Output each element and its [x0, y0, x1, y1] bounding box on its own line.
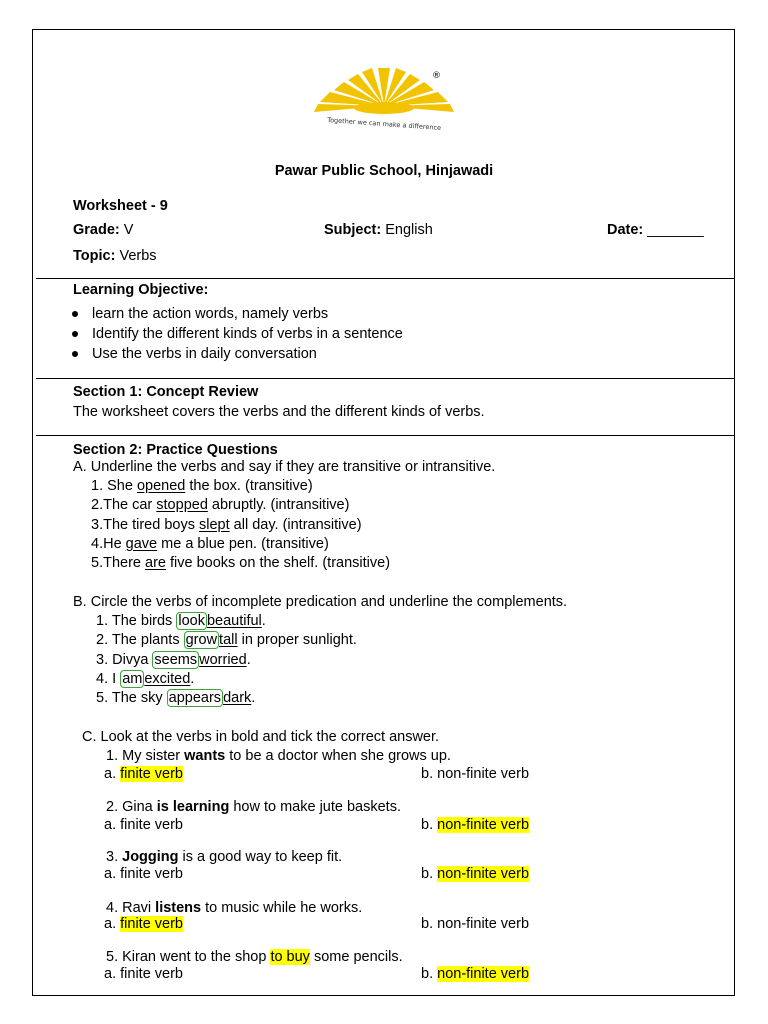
- item-text: 4. I: [96, 671, 121, 687]
- question-stem: [106, 948, 403, 966]
- option-prefix: b.: [421, 817, 438, 833]
- item-text: how to make jute baskets.: [229, 799, 401, 815]
- item-text: 3.The tired boys: [91, 517, 199, 533]
- item-text: 5. Kiran went to the shop: [106, 949, 271, 965]
- item-text: me a blue pen. (transitive): [157, 536, 329, 552]
- part-a-item: [91, 496, 349, 514]
- part-b-item: [96, 631, 357, 649]
- item-text: 3. Divya: [96, 652, 153, 668]
- registered-mark: ®: [432, 71, 441, 81]
- part-c-instruction: C. Look at the verbs in bold and tick the correct answer.: [82, 729, 440, 745]
- item-text: 1. The birds: [96, 613, 177, 629]
- topic-field: [73, 247, 157, 265]
- subject-field: [324, 221, 433, 239]
- objective-item: Identify the different kinds of verbs in a sentence: [92, 326, 403, 342]
- option-b: [421, 816, 529, 834]
- option-text-selected: non-finite verb: [437, 817, 530, 833]
- option-b: [421, 915, 529, 933]
- part-a-instruction: A. Underline the verbs and say if they are transitive or intransitive.: [73, 459, 496, 475]
- option-text-selected: finite verb: [120, 766, 183, 782]
- item-text: the box. (transitive): [185, 478, 313, 494]
- option-b: [421, 765, 529, 783]
- worksheet-number: Worksheet - 9: [73, 198, 168, 214]
- bullet: [72, 311, 78, 317]
- option-prefix: b.: [421, 866, 438, 882]
- divider: [36, 435, 734, 436]
- option-a: [104, 816, 183, 834]
- option-text: non-finite verb: [437, 766, 530, 782]
- item-text: 1. My sister: [106, 748, 185, 764]
- date-value: _______: [643, 222, 704, 238]
- circled-verb: look: [178, 613, 205, 629]
- date-field: [607, 221, 704, 239]
- question-stem: [106, 798, 401, 816]
- option-text: finite verb: [120, 966, 183, 982]
- option-text: finite verb: [120, 817, 183, 833]
- grade-label: Grade:: [73, 222, 120, 238]
- circled-verb: grow: [185, 632, 218, 648]
- logo-tagline: Together we can make a difference: [326, 116, 442, 132]
- item-text: five books on the shelf. (transitive): [165, 555, 391, 571]
- option-text-selected: non-finite verb: [437, 866, 530, 882]
- option-a: [104, 765, 183, 783]
- option-prefix: b.: [421, 966, 438, 982]
- objective-item: Use the verbs in daily conversation: [92, 346, 317, 362]
- circled-verb: am: [122, 671, 143, 687]
- bullet: [72, 351, 78, 357]
- item-text: abruptly. (intransitive): [207, 497, 350, 513]
- part-a-item: [91, 554, 390, 572]
- section1-text: The worksheet covers the verbs and the different kinds of verbs.: [73, 404, 485, 420]
- circled-verb: appears: [168, 690, 222, 706]
- option-prefix: a.: [104, 916, 121, 932]
- item-text: 3.: [106, 849, 123, 865]
- underlined-complement: excited: [144, 671, 191, 687]
- date-label: Date:: [607, 222, 644, 238]
- option-prefix: b.: [421, 916, 438, 932]
- subject-value: English: [381, 222, 433, 238]
- option-b: [421, 865, 529, 883]
- bold-verb: Jogging: [122, 849, 179, 865]
- item-text: 2. The plants: [96, 632, 184, 648]
- item-text: some pencils.: [309, 949, 403, 965]
- item-text: 1. She: [91, 478, 137, 494]
- topic-value: Verbs: [115, 248, 157, 264]
- question-stem: [106, 747, 451, 765]
- topic-label: Topic:: [73, 248, 116, 264]
- underlined-verb: slept: [199, 517, 230, 533]
- grade-value: V: [119, 222, 134, 238]
- option-text-selected: non-finite verb: [437, 966, 530, 982]
- objective-item: learn the action words, namely verbs: [92, 306, 329, 322]
- part-a-item: [91, 516, 362, 534]
- item-text: .: [261, 613, 266, 629]
- part-b-item: [96, 670, 194, 688]
- underlined-complement: dark: [223, 690, 252, 706]
- highlighted-verb: to buy: [270, 949, 310, 965]
- item-text: .: [190, 671, 195, 687]
- option-prefix: b.: [421, 766, 438, 782]
- part-b-item: [96, 651, 251, 669]
- divider: [36, 278, 734, 279]
- divider: [36, 378, 734, 379]
- item-text: 5. The sky: [96, 690, 167, 706]
- part-a-item: [91, 535, 329, 553]
- item-text: all day. (intransitive): [229, 517, 362, 533]
- part-b-item: [96, 612, 266, 630]
- objective-title: Learning Objective:: [73, 282, 209, 298]
- section2-title: Section 2: Practice Questions: [73, 442, 278, 458]
- school-name: Pawar Public School, Hinjawadi: [274, 163, 494, 179]
- circled-verb: seems: [154, 652, 198, 668]
- grade-field: [73, 221, 133, 239]
- part-a-item: [91, 477, 313, 495]
- item-text: .: [251, 690, 256, 706]
- underlined-complement: worried: [199, 652, 247, 668]
- option-prefix: a.: [104, 817, 121, 833]
- item-text: is a good way to keep fit.: [178, 849, 343, 865]
- option-text: non-finite verb: [437, 916, 530, 932]
- item-text: in proper sunlight.: [237, 632, 357, 648]
- item-text: .: [246, 652, 251, 668]
- underlined-verb: gave: [125, 536, 158, 552]
- question-stem: [106, 848, 342, 866]
- option-text-selected: finite verb: [120, 916, 183, 932]
- bold-verb: is learning: [156, 799, 230, 815]
- option-b: [421, 965, 529, 983]
- part-b-instruction: B. Circle the verbs of incomplete predication and underline the complements.: [73, 594, 568, 610]
- item-text: to music while he works.: [201, 900, 363, 916]
- underlined-complement: tall: [219, 632, 238, 648]
- subject-label: Subject:: [324, 222, 382, 238]
- option-prefix: a.: [104, 866, 121, 882]
- part-b-item: [96, 689, 255, 707]
- section1-title: Section 1: Concept Review: [73, 384, 259, 400]
- bold-verb: wants: [184, 748, 226, 764]
- option-a: [104, 965, 183, 983]
- item-text: 5.There: [91, 555, 145, 571]
- option-text: finite verb: [120, 866, 183, 882]
- underlined-verb: opened: [136, 478, 186, 494]
- underlined-verb: stopped: [156, 497, 208, 513]
- option-prefix: a.: [104, 966, 121, 982]
- option-a: [104, 915, 183, 933]
- underlined-verb: are: [145, 555, 166, 571]
- item-text: 2. Gina: [106, 799, 157, 815]
- bold-verb: listens: [155, 900, 202, 916]
- option-a: [104, 865, 183, 883]
- item-text: to be a doctor when she grows up.: [225, 748, 451, 764]
- school-logo: [304, 62, 464, 134]
- item-text: 4.He: [91, 536, 126, 552]
- item-text: 4. Ravi: [106, 900, 156, 916]
- option-prefix: a.: [104, 766, 121, 782]
- bullet: [72, 331, 78, 337]
- underlined-complement: beautiful: [206, 613, 262, 629]
- item-text: 2.The car: [91, 497, 157, 513]
